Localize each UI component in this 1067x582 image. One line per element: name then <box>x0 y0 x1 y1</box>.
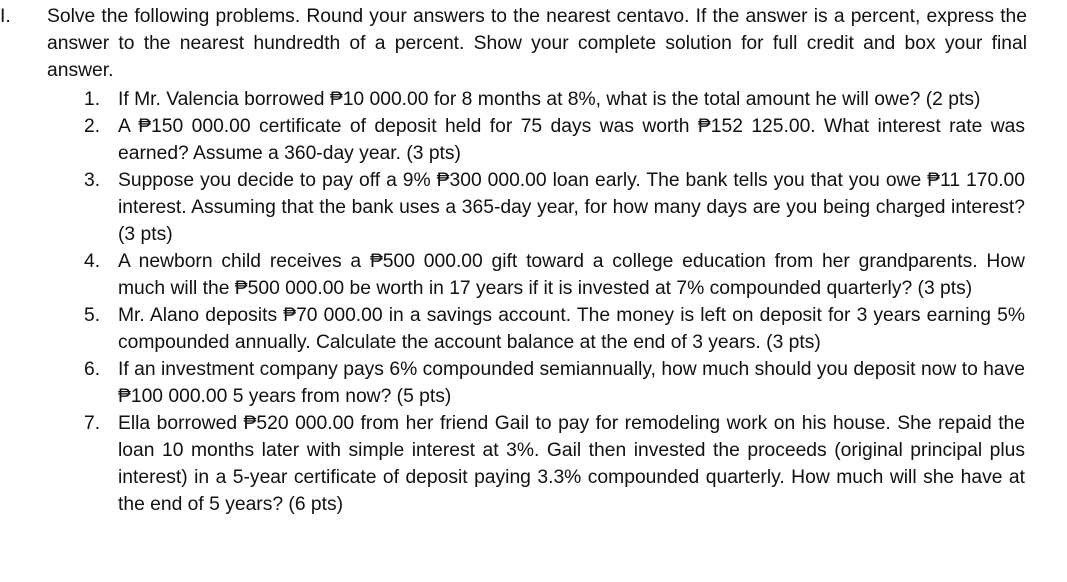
problem-number: 7. <box>84 413 101 434</box>
problem-number: 1. <box>84 89 101 110</box>
problem-number: 6. <box>84 359 101 380</box>
problem-number: 4. <box>84 251 101 272</box>
problem-1 <box>0 86 1025 113</box>
problem-text: Suppose you decide to pay off a 9% ₱300 000.00 loan early. The bank tells you that you owe ₱11 170.00 interest. Assuming that the bank uses a 365-day year, for how many days are you being charged interest? (3 pts) <box>118 170 1025 245</box>
problem-7 <box>0 410 1025 518</box>
problem-text: A newborn child receives a ₱500 000.00 gift toward a college education from her grandparents. How much will the ₱500 000.00 be worth in 17 years if it is invested at 7% compounded quarterly? (3 pts) <box>118 251 1025 299</box>
problem-text: Ella borrowed ₱520 000.00 from her friend Gail to pay for remodeling work on his house. She repaid the loan 10 months later with simple interest at 3%. Gail then invested the proceeds (original principal plus interest) in a 5-year certificate of deposit paying 3.3% compounded quarterly. How much will she have at the end of 5 years? (6 pts) <box>118 413 1025 515</box>
problem-text: If Mr. Valencia borrowed ₱10 000.00 for 8 months at 8%, what is the total amount he will owe? (2 pts) <box>118 89 981 110</box>
problem-number: 5. <box>84 305 101 326</box>
section-instructions: Solve the following problems. Round your answers to the nearest centavo. If the answer is a percent, express the answer to the nearest hundredth of a percent. Show your complete solution for full credit and box your final answer. <box>47 6 1027 81</box>
problem-text: A ₱150 000.00 certificate of deposit held for 75 days was worth ₱152 125.00. What interest rate was earned? Assume a 360-day year. (3 pts) <box>118 116 1025 164</box>
problem-text: Mr. Alano deposits ₱70 000.00 in a savings account. The money is left on deposit for 3 years earning 5% compounded annually. Calculate the account balance at the end of 3 years. (3 pts) <box>118 305 1025 353</box>
problem-6 <box>0 356 1025 410</box>
problem-number: 3. <box>84 170 101 191</box>
problem-text: If an investment company pays 6% compounded semiannually, how much should you deposit now to have ₱100 000.00 5 years from now? (5 pts) <box>118 359 1025 407</box>
problem-number: 2. <box>84 116 101 137</box>
section-marker: I. <box>0 6 11 27</box>
problem-list <box>0 86 1067 518</box>
problem-3 <box>0 167 1025 248</box>
problem-5 <box>0 302 1025 356</box>
problem-4 <box>0 248 1025 302</box>
problem-2 <box>0 113 1025 167</box>
